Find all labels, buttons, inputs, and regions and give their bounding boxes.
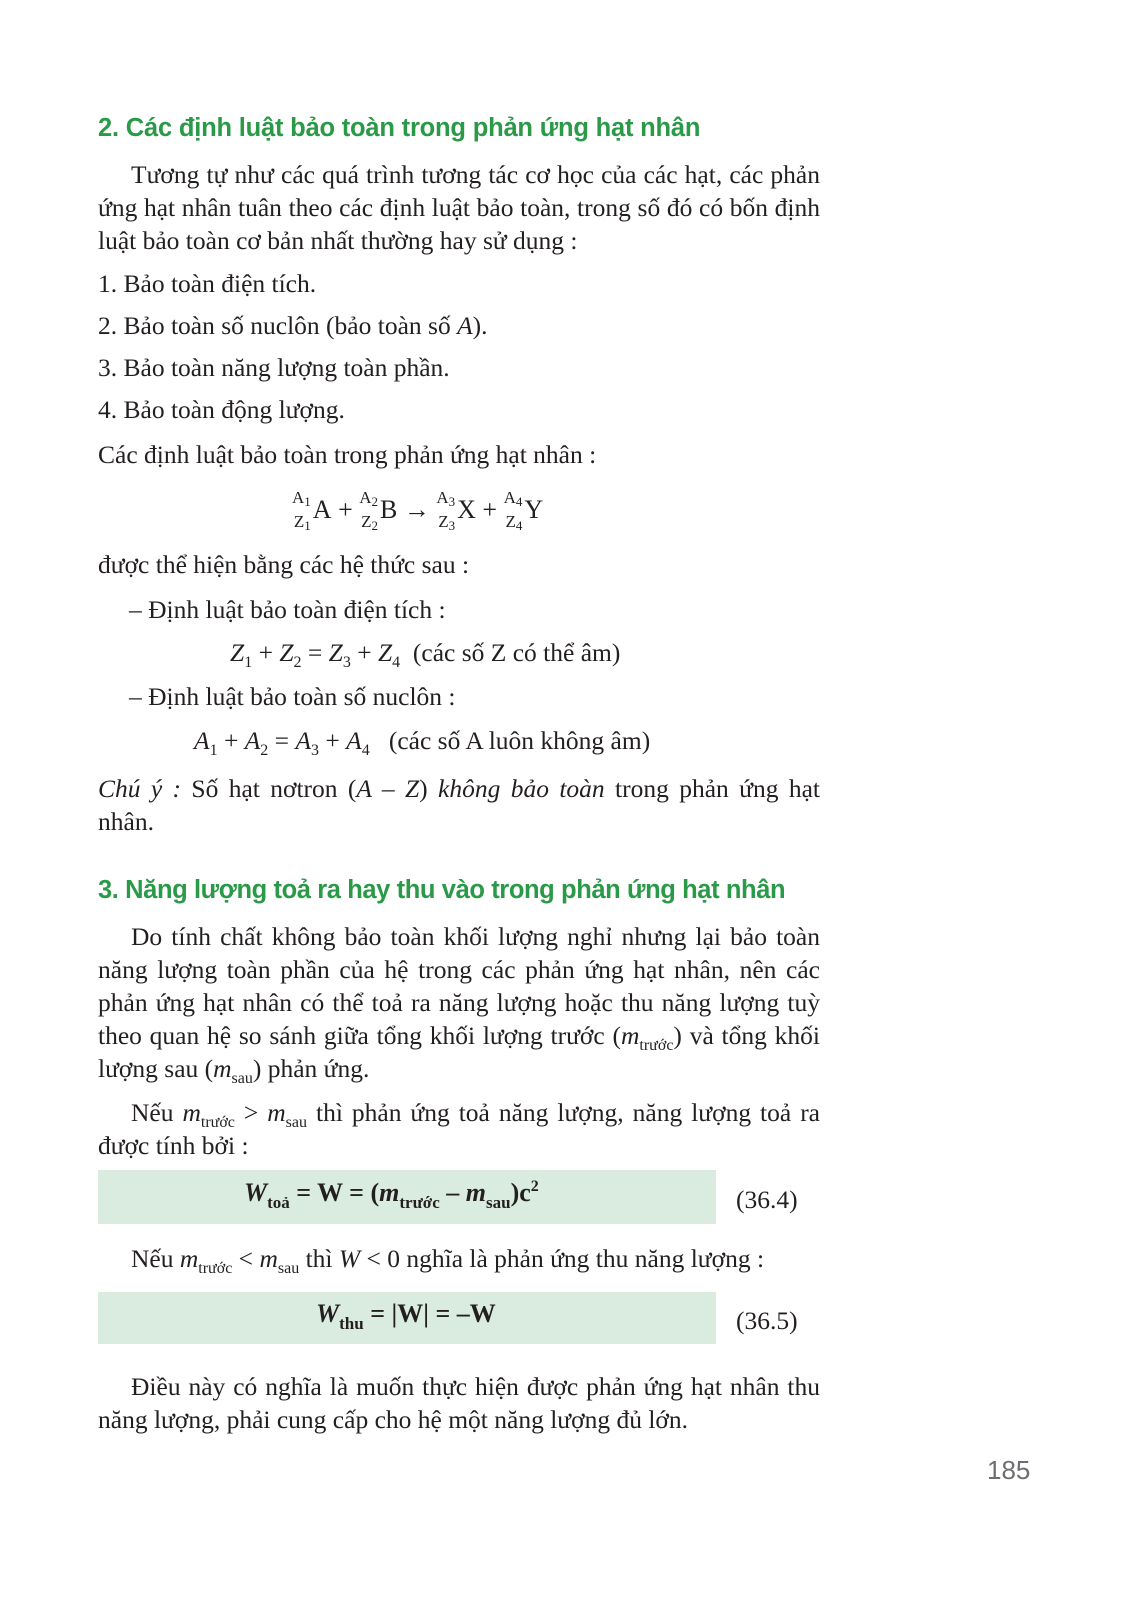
equation-number-36-4: (36.4) [736, 1185, 798, 1214]
p3-mass: A3 [436, 488, 456, 509]
section-2-intro: Tương tự như các quá trình tương tác cơ học của các hạt, các phản ứng hạt nhân tuân theo các định luật bảo toàn, trong số đó có bốn định luật bảo toàn cơ bản nhất thường hay sử dụng : [98, 160, 820, 255]
p3-charge: Z3 [438, 512, 456, 533]
charge-equation: $Z_1 + Z_2 = Z_3 + Z_4$ (các số Z có thể âm) [230, 638, 621, 671]
para3-a: Nếu [131, 1244, 180, 1273]
p1-charge: Z1 [293, 512, 311, 533]
para2-a: Nếu [131, 1098, 183, 1127]
sub-toa: toả [267, 1193, 290, 1212]
eq1-close: )c [510, 1178, 531, 1207]
p1-mass: A1 [292, 488, 311, 509]
particle-1 [292, 488, 332, 536]
p2-charge: Z2 [361, 512, 379, 533]
para1-b: ) và tổng khối lượng sau ( [98, 1021, 820, 1083]
sub-sau: sau [285, 1114, 307, 1131]
para2-b: thì phản ứng toả năng lượng, năng lượng toả ra được tính bởi : [98, 1098, 820, 1160]
note-label: Chú ý : [98, 774, 182, 803]
nucleon-law: – Định luật bảo toàn số nuclôn : [129, 682, 456, 711]
note-text-3: trong phản ứng hạt nhân. [98, 774, 820, 836]
sub-sau: sau [231, 1070, 253, 1087]
arrow: → [403, 494, 430, 524]
law-2 [98, 311, 488, 341]
nucleon-equation: $A_1 + A_2 = A_3 + A_4$ (các số A luôn không âm) [194, 726, 651, 759]
W-symbol: W [338, 1244, 361, 1273]
p4-symbol: Y [524, 494, 544, 524]
sub-truoc: trước [200, 1114, 235, 1131]
plus-1: + [338, 494, 353, 524]
section-3-para-3 [98, 1242, 820, 1275]
p4-charge: Z4 [505, 512, 523, 533]
eq1-sup: 2 [530, 1178, 539, 1195]
sub-sau: sau [277, 1260, 300, 1277]
note-var: A – Z [356, 774, 420, 803]
page-number: 185 [987, 1455, 1031, 1485]
p2-mass: A2 [359, 488, 379, 509]
particle-3 [436, 488, 476, 536]
nucleon-eq-note: (các số A luôn không âm) [388, 726, 651, 755]
gt-sign: > [234, 1098, 268, 1127]
note-emphasis: không bảo toàn [438, 774, 605, 803]
law-3: 3. Bảo toàn năng lượng toàn phần. [98, 353, 450, 382]
m-symbol: m [259, 1244, 278, 1273]
equation-number-36-5: (36.5) [736, 1306, 798, 1335]
sub-thu: thu [339, 1314, 364, 1333]
p4-mass: A4 [503, 488, 523, 509]
particle-4 [504, 488, 544, 536]
m-symbol: m [379, 1178, 400, 1207]
eq1-rest: = W = ( [289, 1178, 380, 1207]
p1-symbol: A [312, 494, 332, 524]
reaction-equation [292, 488, 543, 536]
m-symbol: m [620, 1021, 640, 1050]
law-2-symbol: A [457, 311, 473, 340]
charge-law: – Định luật bảo toàn điện tích : [129, 595, 446, 624]
section-3-para-2 [98, 1096, 820, 1162]
W-symbol: W [244, 1178, 268, 1207]
section-3-para-1 [98, 920, 820, 1085]
note-paragraph [98, 772, 820, 838]
lt-sign: < [232, 1244, 260, 1273]
note-text-1: Số hạt nơtron ( [181, 774, 357, 803]
particle-2 [359, 488, 397, 536]
W-symbol: W [316, 1299, 340, 1328]
m-symbol: m [179, 1244, 199, 1273]
m-symbol: m [465, 1178, 486, 1207]
p2-symbol: B [380, 494, 398, 524]
p3-symbol: X [457, 494, 476, 524]
sub-sau: sau [486, 1193, 511, 1212]
sub-truoc: trước [639, 1037, 674, 1054]
equation-36-5 [316, 1299, 496, 1333]
reaction-intro: Các định luật bảo toàn trong phản ứng hạt nhân : [98, 440, 597, 469]
section-3-para-4: Điều này có nghĩa là muốn thực hiện được phản ứng hạt nhân thu năng lượng, phải cung cấp cho hệ một năng lượng đủ lớn. [98, 1372, 820, 1434]
para3-c: < 0 nghĩa là phản ứng thu năng lượng : [360, 1244, 765, 1273]
para3-b: thì [299, 1244, 339, 1273]
m-symbol: m [213, 1054, 232, 1083]
section-2-heading: 2. Các định luật bảo toàn trong phản ứng hạt nhân [98, 114, 701, 142]
sub-truoc: trước [198, 1260, 233, 1277]
m-symbol: m [182, 1098, 201, 1127]
section-3-heading: 3. Năng lượng toả ra hay thu vào trong phản ứng hạt nhân [98, 876, 786, 904]
eq2-rest: = |W| = –W [363, 1299, 496, 1328]
law-4: 4. Bảo toàn động lượng. [98, 395, 345, 424]
sub-truoc: trước [399, 1193, 440, 1212]
expressed-text: được thể hiện bằng các hệ thức sau : [98, 550, 470, 579]
para1-c: ) phản ứng. [252, 1054, 370, 1083]
m-symbol: m [267, 1098, 286, 1127]
note-text-2: ) [419, 774, 439, 803]
equation-36-4 [244, 1178, 539, 1212]
law-1: 1. Bảo toàn điện tích. [98, 269, 317, 298]
eq1-minus: – [439, 1178, 466, 1207]
law-2-end: ). [472, 311, 488, 340]
para1-a: Do tính chất không bảo toàn khối lượng nghỉ nhưng lại bảo toàn năng lượng toàn phần của hệ trong các phản ứng hạt nhân, nên các phản ứng hạt nhân có thể toả ra năng lượng hoặc thu năng lượng tuỳ theo quan hệ so sánh giữa tổng khối lượng trước ( [98, 922, 820, 1050]
plus-2: + [482, 494, 498, 524]
law-2-text: 2. Bảo toàn số nuclôn (bảo toàn số [98, 311, 458, 340]
charge-eq-note: (các số Z có thể âm) [412, 638, 621, 667]
